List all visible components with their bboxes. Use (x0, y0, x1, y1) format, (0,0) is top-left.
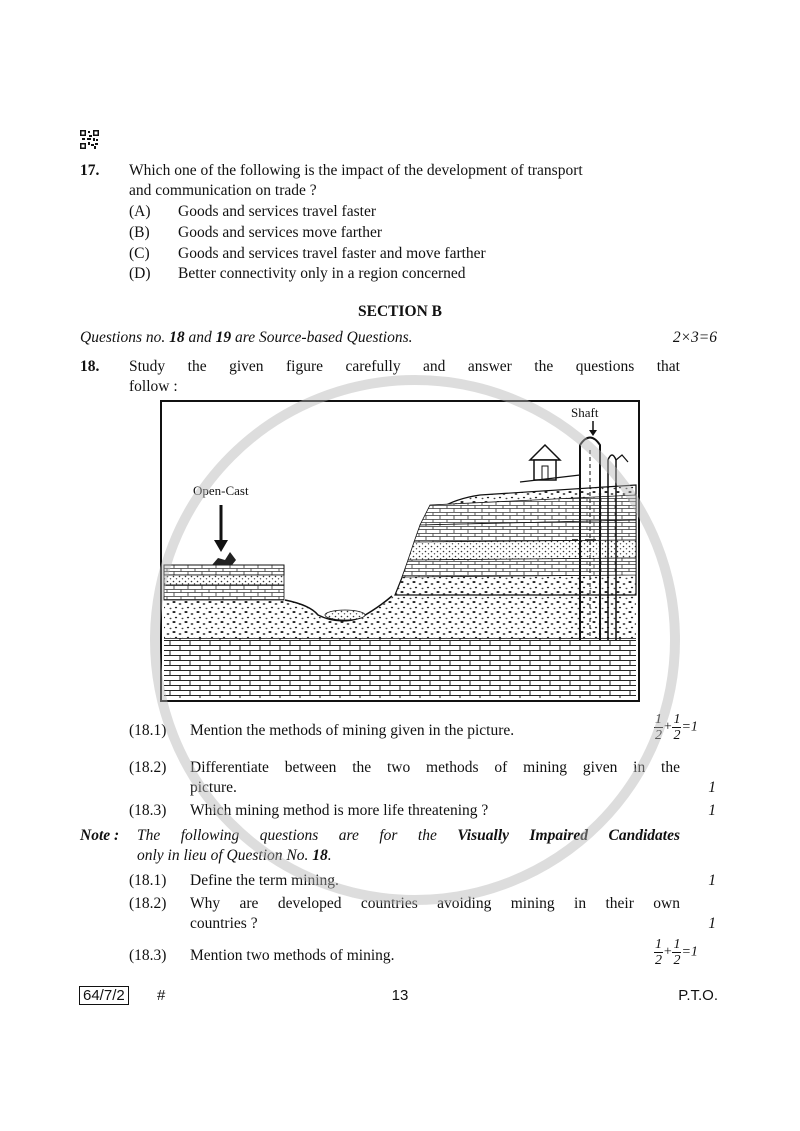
q17-number: 17. (80, 162, 100, 179)
note-sub-text: Mention two methods of mining. (190, 947, 395, 964)
half-half-marks: $\frac{1}{2}$ + $\frac{1}{2}$ =1 (655, 937, 698, 968)
q18-sub-text: picture. (190, 779, 237, 796)
q18-sub-num: (18.2) (129, 759, 167, 776)
label-shaft: Shaft (571, 405, 599, 420)
q18-sub-num: (18.1) (129, 722, 167, 739)
q18-sub-marks: 1 (708, 779, 716, 796)
note-sub-marks: 1 (708, 872, 716, 889)
q18-sub-text: Which mining method is more life threatening ? (190, 802, 489, 819)
section-instructions: Questions no. 18 and 19 are Source-based Questions. (80, 329, 413, 346)
note-sub-num: (18.1) (129, 872, 167, 889)
q18-number: 18. (80, 358, 100, 375)
q18-text-line1: Study the given figure carefully and answer the questions that (129, 358, 680, 375)
mining-figure (160, 400, 640, 702)
note-sub-text: countries ? (190, 915, 258, 932)
label-open-cast: Open-Cast (193, 483, 249, 498)
q18-sub-num: (18.3) (129, 802, 167, 819)
note-line2: only in lieu of Question No. 18. (137, 847, 332, 864)
q17-option-text: Better connectivity only in a region concerned (178, 265, 466, 282)
note-line1: The following questions are for the Visually Impaired Candidates (137, 827, 680, 844)
q18-text-line2: follow : (129, 378, 178, 395)
footer-hash: # (157, 987, 166, 1004)
q18-sub-text: Mention the methods of mining given in the picture. (190, 722, 515, 739)
pto-label: P.T.O. (678, 987, 718, 1004)
page-number: 13 (391, 987, 409, 1004)
q17-text-line1: Which one of the following is the impact of the development of transport (129, 162, 583, 179)
section-marks: 2×3=6 (672, 329, 717, 346)
q17-option-label: (B) (129, 224, 150, 241)
q17-option-text: Goods and services travel faster (178, 203, 376, 220)
note-sub-num: (18.3) (129, 947, 167, 964)
q17-text-line2: and communication on trade ? (129, 182, 317, 199)
q17-option-text: Goods and services travel faster and move farther (178, 245, 486, 262)
qr-code-icon (80, 130, 99, 149)
q17-option-text: Goods and services move farther (178, 224, 383, 241)
paper-code: 64/7/2 (79, 986, 129, 1005)
q17-option-label: (D) (129, 265, 151, 282)
half-half-marks: $\frac{1}{2}$ + $\frac{1}{2}$ =1 (655, 712, 698, 743)
note-label: Note : (80, 827, 120, 844)
note-sub-text: Why are developed countries avoiding mining in their own (190, 895, 680, 912)
note-sub-num: (18.2) (129, 895, 167, 912)
q18-sub-text: Differentiate between the two methods of mining given in the (190, 759, 680, 776)
section-heading: SECTION B (358, 303, 442, 320)
q17-option-label: (A) (129, 203, 151, 220)
q18-sub-marks: 1 (708, 802, 716, 819)
note-sub-text: Define the term mining. (190, 872, 339, 889)
q17-option-label: (C) (129, 245, 150, 262)
note-sub-marks: 1 (708, 915, 716, 932)
